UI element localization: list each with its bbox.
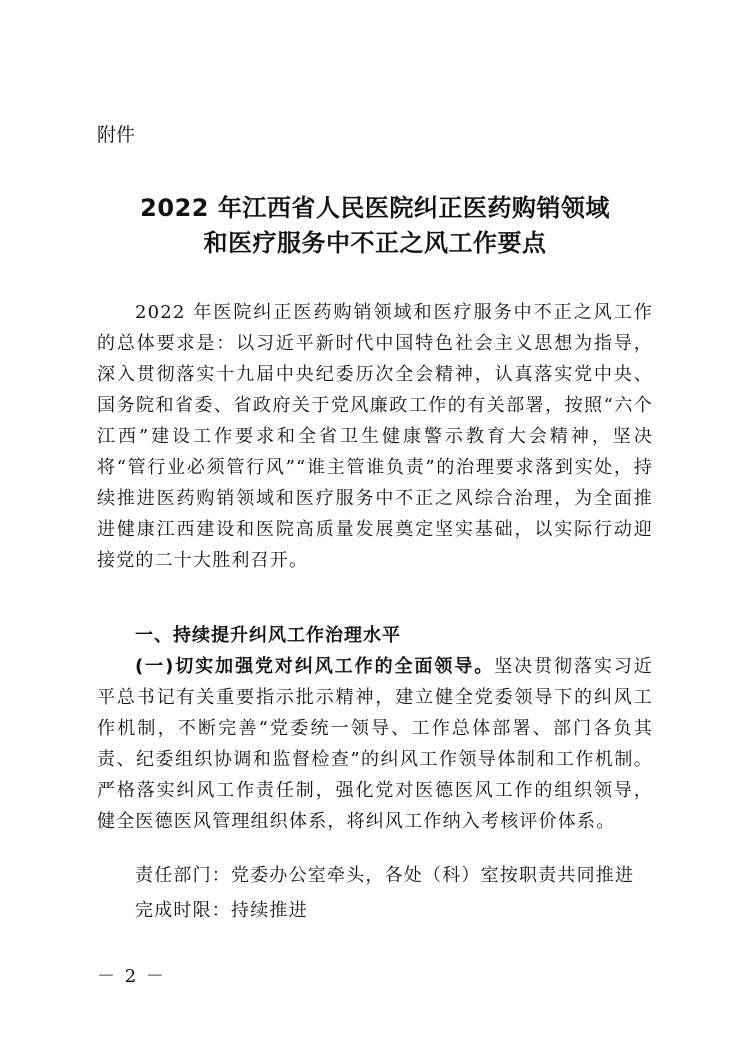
document-title-line-2: 和医疗服务中不正之风工作要点 <box>203 229 547 257</box>
intro-paragraph: 2022 年医院纠正医药购销领域和医疗服务中不正之风工作的总体要求是：以习近平新时代中国特色社会主义思想为指导，深入贯彻落实十九届中央纪委历次全会精神，认真落实党中央、国务院和省委、省政府关于党风廉政工作的有关部署，按照“六个江西”建设工作要求和全省卫生健康警示教育大会精神，坚决将“管行业必须管行风”“谁主管谁负责”的治理要求落到实处，持续推进医药购销领域和医疗服务中不正之风综合治理，为全面推进健康江西建设和医院高质量发展奠定坚实基础，以实际行动迎接党的二十大胜利召开。 <box>97 302 653 571</box>
subsection-text: 坚决贯彻落实习近平总书记有关重要指示批示精神，建立健全党委领导下的纠风工作机制，不断完善“党委统一领导、工作总体部署、部门各负其责、纪委组织协调和监督检查”的纠风工作领导体制和工作机制。严格落实纠风工作责任制，强化党对医德医风工作的组织领导，健全医德医风管理组织体系，将纠风工作纳入考核评价体系。 <box>97 656 653 832</box>
section-heading-1: 一、持续提升纠风工作治理水平 <box>135 625 401 646</box>
document-title-line-1: 2022 年江西省人民医院纠正医药购销领域 <box>140 194 610 222</box>
completion-deadline: 完成时限：持续推进 <box>135 900 308 921</box>
page-number: － 2 － <box>97 966 166 987</box>
responsible-department: 责任部门：党委办公室牵头，各处（科）室按职责共同推进 <box>135 865 635 886</box>
attachment-label: 附件 <box>97 124 136 146</box>
subsection-paragraph-1 <box>97 651 653 837</box>
subsection-lead: (一)切实加强党对纠风工作的全面领导。 <box>135 656 495 677</box>
